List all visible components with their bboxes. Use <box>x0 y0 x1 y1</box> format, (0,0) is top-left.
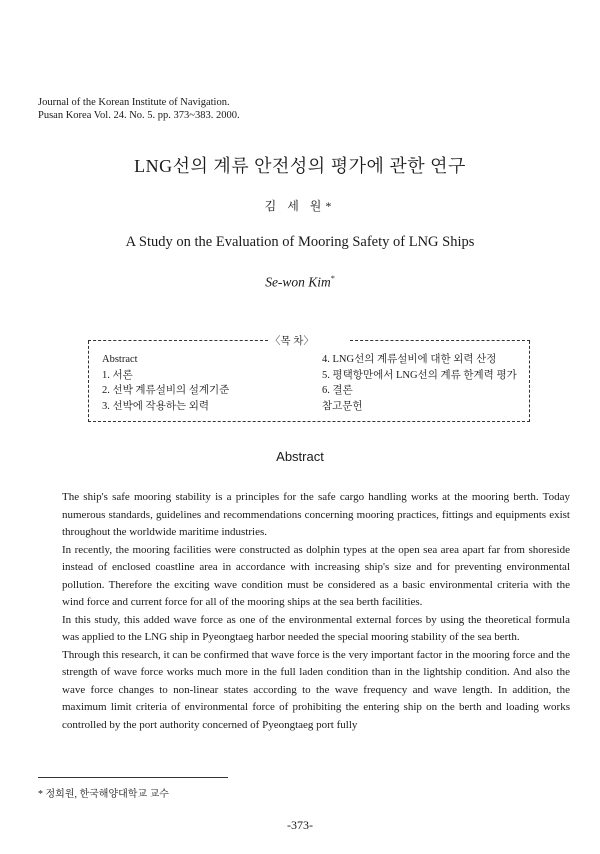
toc-right-column <box>322 352 517 414</box>
toc-item: 3. 선박에 작용하는 외력 <box>102 400 210 412</box>
toc-item: 참고문헌 <box>322 400 363 412</box>
toc-item: Abstract <box>102 354 138 365</box>
author-mark: * <box>330 274 335 283</box>
journal-line-2: Pusan Korea Vol. 24. No. 5. pp. 373~383. 2000. <box>38 110 240 121</box>
abstract-heading: Abstract <box>276 449 324 464</box>
toc-item: 4. LNG선의 계류설비에 대한 외력 산정 <box>322 354 497 365</box>
toc-item: 6. 결론 <box>322 385 353 396</box>
title-korean: LNG선의 계류 안전성의 평가에 관한 연구 <box>134 156 466 176</box>
author-english-name: Se-won Kim <box>265 274 331 290</box>
author-english <box>0 274 600 291</box>
footnote: * 정희원, 한국해양대학교 교수 <box>38 789 169 800</box>
toc-item: 5. 평택항만에서 LNG선의 계류 한계력 평가 <box>322 369 517 381</box>
toc-left-column <box>102 352 229 414</box>
toc-item: 1. 서론 <box>102 369 133 381</box>
abstract-paragraph: Through this research, it can be confirmed that wave force is the very important factor in the mooring force and the strength of wave force works much more in the full laden condition than in the lightship condition. And also the wave force changes to non-linear states according to the wave frequency and wave length. In addition, the maximum limit criteria of environmental force of prohibiting the entering ship on the berth and loading works controlled by the port authority concerned of Pyeongtaeg port fully <box>62 648 570 731</box>
abstract-body <box>62 489 570 734</box>
title-english: A Study on the Evaluation of Mooring Safety of LNG Ships <box>125 234 475 250</box>
author-korean: 김 세 원* <box>264 199 336 213</box>
journal-line-1: Journal of the Korean Institute of Navigation. <box>38 97 230 108</box>
abstract-paragraph: In recently, the mooring facilities were constructed as dolphin types at the open sea area apart far from shoreside instead of enclosed coastline area in accordance with increasing ship's size and for preventing environmental pollution. Therefore the exciting wave condition must be considered as a basic environmental criteria with the wind force and current force for all of the mooring ships at the sea berth facilities. <box>62 543 570 608</box>
abstract-paragraph: The ship's safe mooring stability is a principles for the safe cargo handling works at the mooring berth. Today numerous standards, guidelines and recommendations concerning mooring practices, fittings and equipments exist throughout the worldwide maritime industries. <box>62 491 570 538</box>
page-number: -373- <box>287 818 313 832</box>
toc-item: 2. 선박 계류설비의 설계기준 <box>102 385 230 396</box>
footnote-divider <box>38 777 228 778</box>
journal-citation <box>38 96 240 122</box>
toc-heading: 〈목 차〉 <box>268 333 316 348</box>
abstract-paragraph: In this study, this added wave force as one of the environmental external forces by using the theoretical formula was applied to the LNG ship in Pyeongtaeg harbor needed the special mooring stability of the sea berth. <box>62 613 570 643</box>
